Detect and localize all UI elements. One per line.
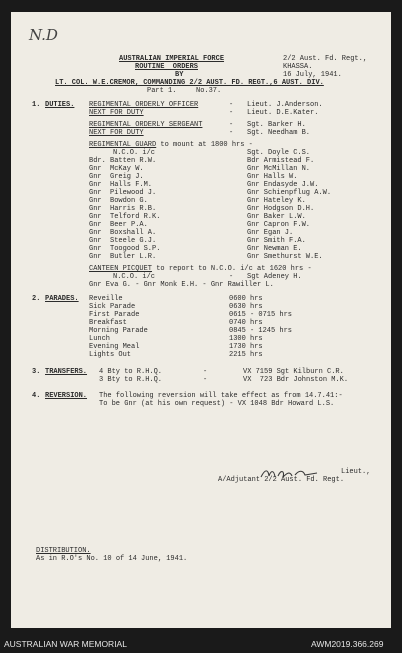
guard-right: Gnr Egan J. xyxy=(247,229,294,237)
duties-heading: DUTIES. xyxy=(45,101,75,109)
duty-dash: - xyxy=(229,129,234,137)
transfer-who: VX 723 Bdr Johnston M.K. xyxy=(243,376,349,384)
header-org: AUSTRALIAN IMPERIAL FORCE xyxy=(119,55,225,63)
guard-left: Gnr Toogood S.P. xyxy=(89,245,161,253)
duty-dash: - xyxy=(229,101,234,109)
parade-time: 1300 hrs xyxy=(229,335,263,343)
footer-archive-name: AUSTRALIAN WAR MEMORIAL xyxy=(4,639,127,649)
guard-right: Gnr Schienpflug A.W. xyxy=(247,189,332,197)
reversion-line1: The following reversion will take effect as from 14.7.41:- xyxy=(99,392,343,400)
picquet-nco-name: Sgt Adeney H. xyxy=(247,273,302,281)
transfer-dash: - xyxy=(203,376,208,384)
header-place: KHASSA. xyxy=(283,63,313,71)
duty-dash: - xyxy=(229,121,234,129)
guard-left: N.C.O. i/c xyxy=(113,149,156,157)
guard-line xyxy=(89,141,253,149)
parade-time: 0600 hrs xyxy=(229,295,263,303)
parade-time: 0845 - 1245 hrs xyxy=(229,327,293,335)
transfer-dash: - xyxy=(203,368,208,376)
duty-dash: - xyxy=(229,273,234,281)
transfer-who: VX 7159 Sgt Kilburn C.R. xyxy=(243,368,344,376)
transfers-heading: TRANSFERS. xyxy=(45,368,88,376)
guard-right: Gnr Endasyde J.W. xyxy=(247,181,319,189)
reversion-num: 4. xyxy=(32,392,41,400)
header-date: 16 July, 1941. xyxy=(283,71,342,79)
guard-left: Bdr. Batten R.W. xyxy=(89,157,157,165)
duty-name: Lieut. J.Anderson. xyxy=(247,101,323,109)
parade-time: 2215 hrs xyxy=(229,351,263,359)
guard-left: Gnr Telford R.K. xyxy=(89,213,161,221)
duties-num: 1. xyxy=(32,101,41,109)
header-by: BY xyxy=(175,71,184,79)
parade-time: 0630 hrs xyxy=(229,303,263,311)
guard-right: Gnr Smith F.A. xyxy=(247,237,306,245)
guard-left: Gnr Greig J. xyxy=(89,173,144,181)
signature-title: A/Adjutant 2/2 Aust. Fd. Regt. xyxy=(218,476,345,484)
guard-right: Gnr Smethurst W.E. xyxy=(247,253,323,261)
guard-left: Gnr Beer P.A. xyxy=(89,221,148,229)
duty-name: Sgt. Needham B. xyxy=(247,129,311,137)
footer-accession-number: AWM2019.366.269 xyxy=(311,639,384,649)
guard-right: Sgt. Doyle C.S. xyxy=(247,149,311,157)
duty-role: REGIMENTAL ORDERLY OFFICER xyxy=(89,101,199,109)
header-title: ROUTINE ORDERS xyxy=(135,63,199,71)
guard-left: Gnr Halls F.M. xyxy=(89,181,153,189)
handwritten-mark: N.D xyxy=(29,26,58,44)
parade-name: Breakfast xyxy=(89,319,127,327)
reversion-heading: REVERSION. xyxy=(45,392,88,400)
parades-heading: PARADES. xyxy=(45,295,79,303)
parade-name: Reveille xyxy=(89,295,123,303)
guard-right: Gnr Baker L.W. xyxy=(247,213,306,221)
guard-left: Gnr Steele G.J. xyxy=(89,237,157,245)
guard-right: Bdr Armistead F. xyxy=(247,157,315,165)
header-unit: 2/2 Aust. Fd. Regt., xyxy=(283,55,368,63)
distribution-heading: DISTRIBUTION. xyxy=(36,547,91,555)
duty-name: Sgt. Barker H. xyxy=(247,121,306,129)
guard-left: Gnr Butler L.R. xyxy=(89,253,157,261)
guard-right: Gnr Capron F.W. xyxy=(247,221,311,229)
guard-left: Gnr Boxshall A. xyxy=(89,229,157,237)
parade-name: Lunch xyxy=(89,335,111,343)
parades-num: 2. xyxy=(32,295,41,303)
header-commander: LT. COL. W.E.CREMOR, COMMANDING 2/2 AUST. FD. REGT.,6 AUST. DIV. xyxy=(55,79,324,87)
transfer-from: 3 Bty to R.H.Q. xyxy=(99,376,163,384)
guard-right: Gnr McMillan N. xyxy=(247,165,311,173)
picquet-instruction: to report to N.C.O. i/c at 1620 hrs - xyxy=(152,265,312,273)
guard-left: Gnr McKay W. xyxy=(89,165,144,173)
parade-name: First Parade xyxy=(89,311,140,319)
duty-role: NEXT FOR DUTY xyxy=(89,129,144,137)
distribution-text: As in R.O's No. 10 of 14 June, 1941. xyxy=(36,555,188,563)
parade-time: 0615 - 0715 hrs xyxy=(229,311,293,319)
transfer-from: 4 Bty to R.H.Q. xyxy=(99,368,163,376)
parade-name: Evening Meal xyxy=(89,343,140,351)
guard-left: Gnr Pilewood J. xyxy=(89,189,157,197)
duty-role: REGIMENTAL ORDERLY SERGEANT xyxy=(89,121,203,129)
picquet-line xyxy=(89,265,312,273)
reversion-line2: To be Gnr (at his own request) - VX 1048 Bdr Howard L.S. xyxy=(99,400,335,408)
guard-left: Gnr Bowdon G. xyxy=(89,197,148,205)
guard-right: Gnr Hateley K. xyxy=(247,197,306,205)
picquet-heading: CANTEEN PICQUET xyxy=(89,265,153,273)
picquet-nco: N.C.O. i/c xyxy=(113,273,156,281)
parade-name: Sick Parade xyxy=(89,303,136,311)
guard-right: Gnr Hodgson D.H. xyxy=(247,205,315,213)
guard-instruction: to mount at 1800 hrs - xyxy=(156,141,253,149)
duty-role: NEXT FOR DUTY xyxy=(89,109,144,117)
parade-name: Morning Parade xyxy=(89,327,148,335)
guard-heading: REGIMENTAL GUARD xyxy=(89,141,157,149)
transfers-num: 3. xyxy=(32,368,41,376)
parade-time: 0740 hrs xyxy=(229,319,263,327)
guard-right: Gnr Newman E. xyxy=(247,245,302,253)
duty-dash: - xyxy=(229,109,234,117)
guard-right: Gnr Halls W. xyxy=(247,173,298,181)
duty-name: Lieut. D.E.Kater. xyxy=(247,109,319,117)
header-number: No.37. xyxy=(196,87,222,95)
signature-rank: Lieut., xyxy=(341,468,371,476)
picquet-members: Gnr Eva G. - Gnr Monk E.H. - Gnr Rawiller L. xyxy=(89,281,274,289)
parade-name: Lights Out xyxy=(89,351,132,359)
guard-left: Gnr Harris R.B. xyxy=(89,205,157,213)
document-page xyxy=(11,12,391,628)
archive-footer xyxy=(0,635,402,653)
parade-time: 1730 hrs xyxy=(229,343,263,351)
header-part: Part 1. xyxy=(147,87,177,95)
